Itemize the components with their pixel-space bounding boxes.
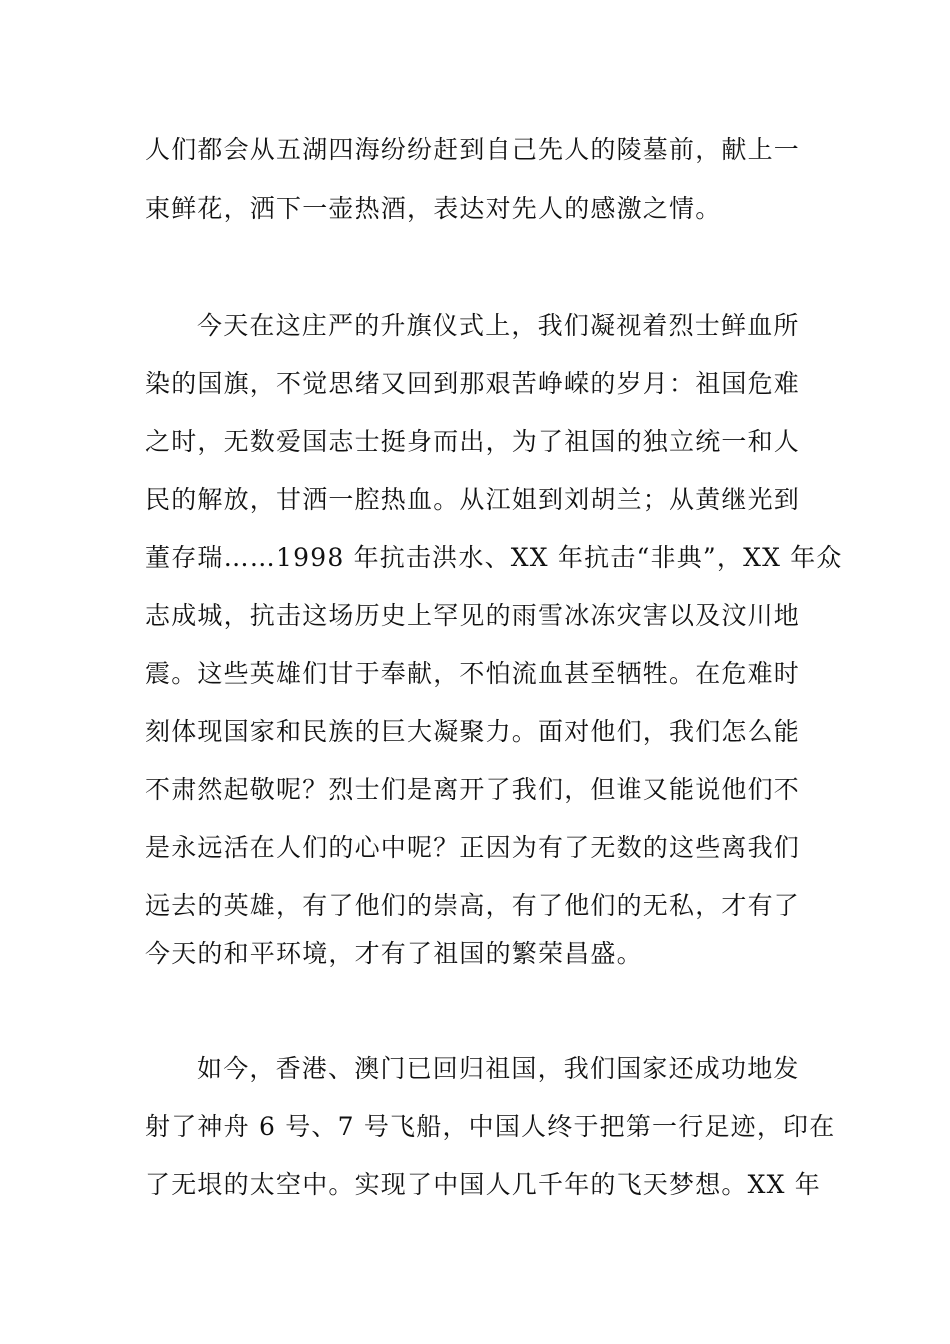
paragraph-line: 之时，无数爱国志士挺身而出，为了祖国的独立统一和人	[145, 427, 801, 456]
paragraph-line: 今天的和平环境，才有了祖国的繁荣昌盛。	[145, 939, 643, 968]
paragraph-line: 了无垠的太空中。实现了中国人几千年的飞天梦想。XX 年	[145, 1170, 821, 1199]
paragraph-line: 是永远活在人们的心中呢？正因为有了无数的这些离我们	[145, 833, 801, 862]
paragraph-line: 志成城，抗击这场历史上罕见的雨雪冰冻灾害以及汶川地	[145, 601, 801, 630]
paragraph-line: 染的国旗，不觉思绪又回到那艰苦峥嵘的岁月：祖国危难	[145, 369, 801, 398]
paragraph-line: 如今，香港、澳门已回归祖国，我们国家还成功地发	[197, 1054, 800, 1083]
paragraph-line: 今天在这庄严的升旗仪式上，我们凝视着烈士鲜血所	[197, 311, 800, 340]
paragraph-line: 远去的英雄，有了他们的崇高，有了他们的无私，才有了	[145, 891, 801, 920]
paragraph-line: 束鲜花，洒下一壶热酒，表达对先人的感激之情。	[145, 194, 722, 223]
paragraph-line: 人们都会从五湖四海纷纷赶到自己先人的陵墓前，献上一	[145, 135, 801, 164]
paragraph-line: 射了神舟 6 号、7 号飞船，中国人终于把第一行足迹，印在	[145, 1112, 836, 1141]
paragraph-line: 刻体现国家和民族的巨大凝聚力。面对他们，我们怎么能	[145, 717, 801, 746]
paragraph-line: 民的解放，甘洒一腔热血。从江姐到刘胡兰；从黄继光到	[145, 485, 801, 514]
paragraph-line: 董存瑞……1998 年抗击洪水、XX 年抗击“非典”，XX 年众	[145, 543, 843, 572]
paragraph-line: 不肃然起敬呢？烈士们是离开了我们，但谁又能说他们不	[145, 775, 801, 804]
paragraph-line: 震。这些英雄们甘于奉献，不怕流血甚至牺牲。在危难时	[145, 659, 801, 688]
